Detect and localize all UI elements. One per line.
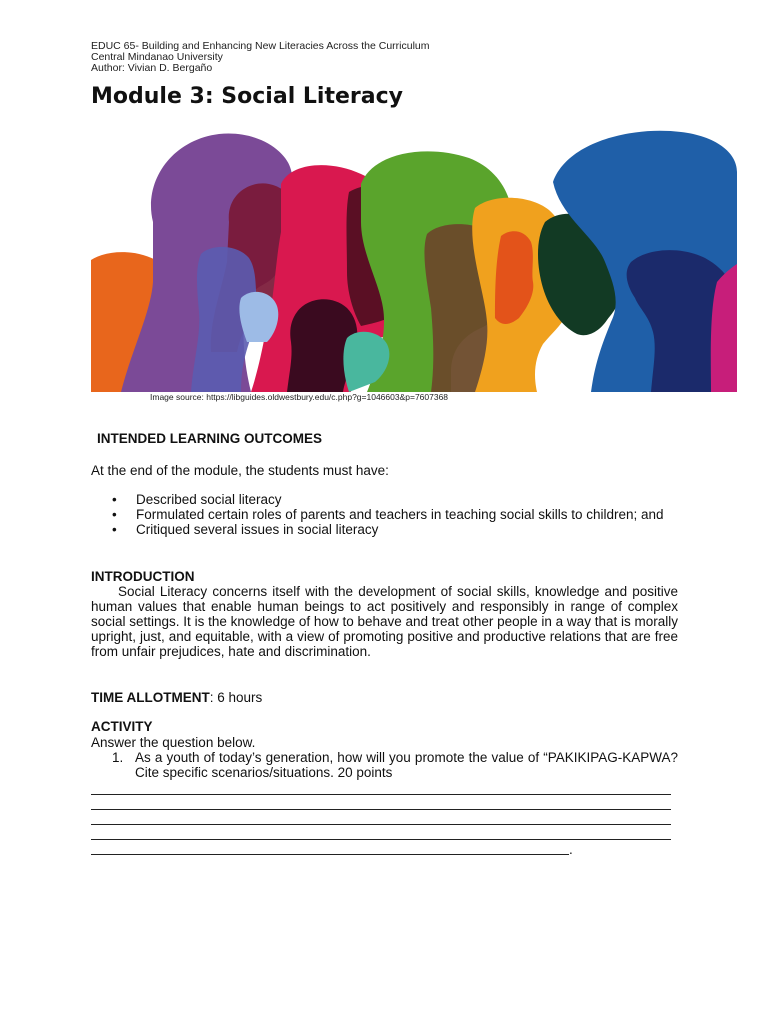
course-title: EDUC 65- Building and Enhancing New Literacies Across the Curriculum bbox=[91, 40, 430, 52]
silhouette-heads-illustration bbox=[91, 112, 737, 392]
outcomes-heading: INTENDED LEARNING OUTCOMES bbox=[97, 431, 323, 446]
question-text: As a youth of today’s generation, how will you promote the value of “PAKIKIPAG-KAPWA? Cite specific scenarios/situations. 20 points bbox=[135, 750, 678, 780]
answer-line[interactable] bbox=[91, 839, 671, 840]
introduction-heading: INTRODUCTION bbox=[91, 569, 195, 584]
question-number: 1. bbox=[112, 750, 124, 765]
outcomes-intro: At the end of the module, the students must have: bbox=[91, 463, 389, 478]
bullet-icon: • bbox=[112, 522, 117, 537]
introduction-text: Social Literacy concerns itself with the development of social skills, knowledge and positive human values that enable human beings to act positively and responsibly in range of complex social settings. It is the knowledge of how to behave and treat other people in a way that is morally upright, just, and equitable, with a view of promoting positive and productive relations that are free from unfair prejudices, hate and discrimination. bbox=[91, 584, 678, 659]
banner-image bbox=[91, 112, 737, 392]
university-name: Central Mindanao University bbox=[91, 51, 223, 63]
time-allotment bbox=[91, 690, 262, 705]
author-line: Author: Vivian D. Bergaño bbox=[91, 62, 213, 74]
answer-line[interactable] bbox=[91, 794, 671, 795]
time-allotment-label: TIME ALLOTMENT bbox=[91, 690, 210, 705]
outcomes-list bbox=[110, 492, 678, 537]
activity-question bbox=[112, 750, 678, 780]
time-allotment-value: : 6 hours bbox=[209, 690, 263, 705]
image-source-caption: Image source: https://libguides.oldwestbury.edu/c.php?g=1046603&p=7607368 bbox=[150, 392, 449, 402]
page-title: Module 3: Social Literacy bbox=[91, 84, 403, 109]
activity-instruction: Answer the question below. bbox=[91, 735, 256, 750]
list-item: • Critiqued several issues in social literacy bbox=[112, 522, 379, 537]
answer-line[interactable] bbox=[91, 854, 569, 855]
answer-line[interactable] bbox=[91, 809, 671, 810]
bullet-icon: • bbox=[112, 492, 117, 507]
list-item: • Described social literacy bbox=[112, 492, 282, 507]
answer-line[interactable] bbox=[91, 824, 671, 825]
bullet-icon: • bbox=[112, 507, 117, 522]
answer-end-period: . bbox=[569, 842, 573, 857]
list-item: • Formulated certain roles of parents and teachers in teaching social skills to children; and bbox=[112, 507, 664, 522]
activity-heading: ACTIVITY bbox=[91, 719, 153, 734]
